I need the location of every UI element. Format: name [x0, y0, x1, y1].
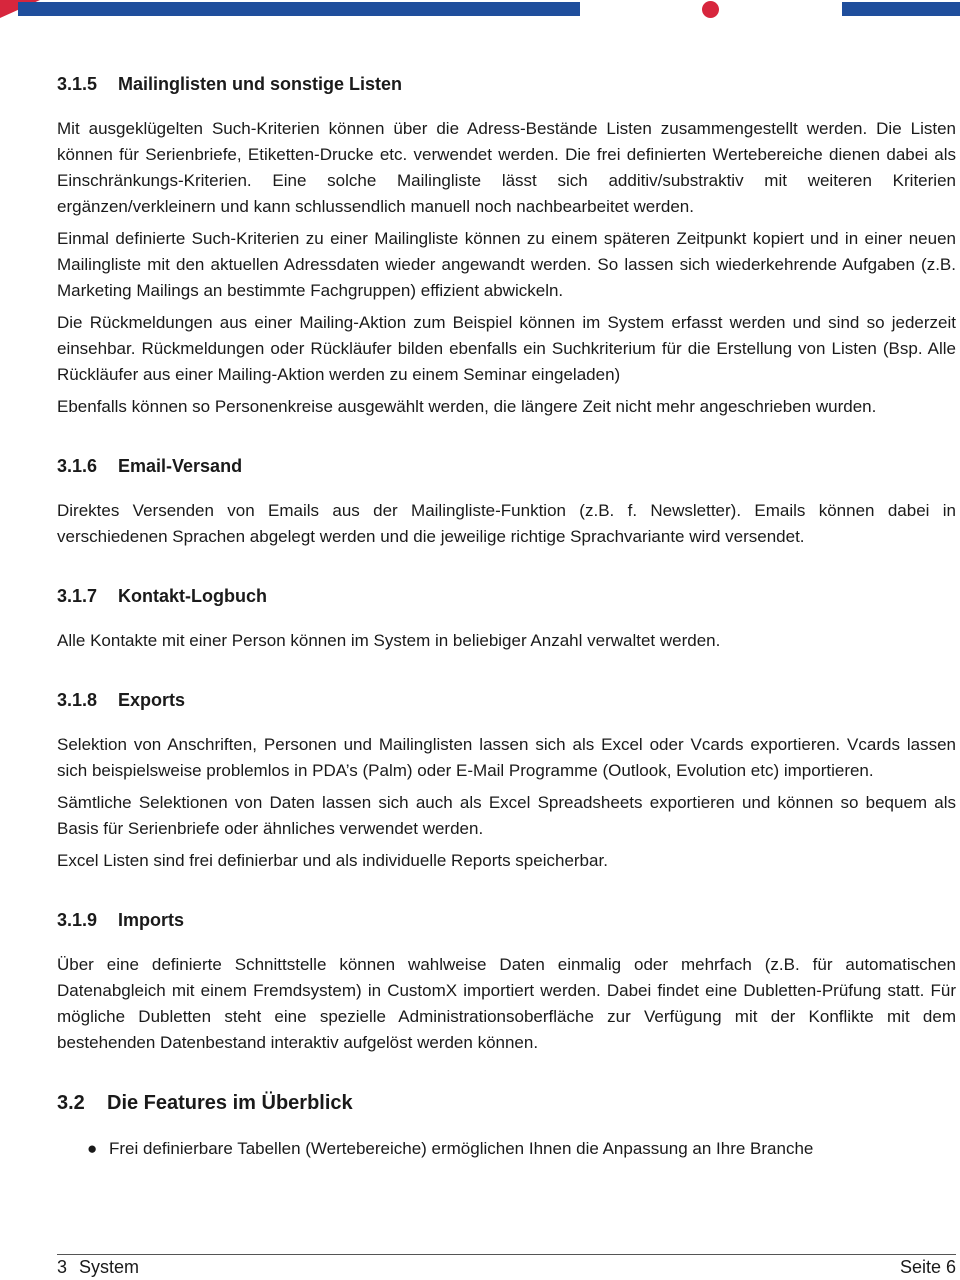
page-footer	[57, 1254, 956, 1277]
section-title: Mailinglisten und sonstige Listen	[118, 74, 403, 94]
paragraph: Einmal definierte Such-Kriterien zu einer Mailingliste können zu einem späteren Zeitpunkt kopiert und in einer neuen Mailingliste mit den aktuellen Adressdaten wieder angewandt werden. So lassen sich wiederkehrende Aufgaben (z.B. Marketing Mailings an bestimmte Fachgruppen) effizient abwickeln.	[57, 229, 956, 300]
paragraph: Über eine definierte Schnittstelle können wahlweise Daten einmalig oder mehrfach (z.B. für automatischen Datenabgleich mit einem Fremdsystem) in CustomX importiert werden. Dabei findet eine Dubletten-Prüfung statt. Für mögliche Dubletten steht eine spezielle Administrationsoberfläche zur Verfügung mit der Konflikte mit dem bestehenden Datenbestand interaktiv aufgelöst werden können.	[57, 955, 956, 1052]
section-title: Email-Versand	[118, 456, 243, 476]
section-number: 3.1.5	[57, 74, 98, 94]
feature-list	[87, 1136, 956, 1162]
bullet-icon: ●	[87, 1139, 98, 1158]
header-blue-bar-right	[842, 2, 960, 16]
page-content	[57, 72, 956, 1162]
paragraph: Selektion von Anschriften, Personen und Mailinglisten lassen sich als Excel oder Vcards exportieren. Vcards lassen sich beispielsweise problemlos in PDA’s (Palm) oder E-Mail Programme (Outlook, Evolution etc) importieren.	[57, 735, 956, 780]
section-number: 3.1.7	[57, 586, 98, 606]
section-heading	[57, 1090, 956, 1116]
section-kontakt-logbuch	[57, 584, 956, 654]
section-title: Imports	[118, 910, 185, 930]
section-heading	[57, 72, 956, 96]
list-item-text: Frei definierbare Tabellen (Wertebereiche) ermöglichen Ihnen die Anpassung an Ihre Branche	[109, 1139, 814, 1158]
section-title: Die Features im Überblick	[107, 1092, 353, 1114]
list-item	[87, 1136, 956, 1162]
footer-chapter-title: System	[79, 1257, 140, 1277]
section-heading	[57, 908, 956, 932]
paragraph: Mit ausgeklügelten Such-Kriterien können über die Adress-Bestände Listen zusammengestellt werden. Die Listen können für Serienbriefe, Etiketten-Drucke etc. verwendet werden. Die frei definierten Wertebereiche dienen dabei als Einschränkungs-Kriterien. Eine solche Mailingliste lässt sich additiv/substraktiv mit weiteren Kriterien ergänzen/verkleinern und kann schlussendlich manuell noch nachbearbeitet werden.	[57, 119, 956, 216]
section-number: 3.1.8	[57, 690, 98, 710]
paragraph: Sämtliche Selektionen von Daten lassen sich auch als Excel Spreadsheets exportieren und können so bequem als Basis für Serienbriefe oder ähnliches verwendet werden.	[57, 793, 956, 838]
footer-page-number: Seite 6	[899, 1257, 956, 1277]
header-red-dot	[702, 1, 719, 18]
header-stripe	[0, 0, 960, 18]
footer-chapter-number: 3	[57, 1257, 68, 1277]
paragraph: Ebenfalls können so Personenkreise ausgewählt werden, die längere Zeit nicht mehr angeschrieben wurden.	[57, 397, 877, 416]
section-heading	[57, 584, 956, 608]
section-heading	[57, 688, 956, 712]
paragraph: Excel Listen sind frei definierbar und als individuelle Reports speicherbar.	[57, 851, 608, 870]
footer-chapter	[57, 1257, 139, 1278]
section-number: 3.1.6	[57, 456, 98, 476]
section-number: 3.2	[57, 1092, 85, 1114]
section-title: Kontakt-Logbuch	[118, 586, 267, 606]
section-exports	[57, 688, 956, 874]
section-imports	[57, 908, 956, 1056]
section-title: Exports	[118, 690, 186, 710]
section-number: 3.1.9	[57, 910, 98, 930]
section-mailinglisten	[57, 72, 956, 420]
header-blue-bar-left	[18, 2, 580, 16]
section-email-versand	[57, 454, 956, 550]
paragraph: Direktes Versenden von Emails aus der Mailingliste-Funktion (z.B. f. Newsletter). Emails können dabei in verschiedenen Sprachen abgelegt werden und die jeweilige richtige Sprachvariante wird versendet.	[57, 501, 956, 546]
paragraph: Alle Kontakte mit einer Person können im System in beliebiger Anzahl verwaltet werden.	[57, 631, 721, 650]
section-features-overview	[57, 1090, 956, 1162]
section-heading	[57, 454, 956, 478]
paragraph: Die Rückmeldungen aus einer Mailing-Aktion zum Beispiel können im System erfasst werden und sind so jederzeit einsehbar. Rückmeldungen oder Rückläufer bilden ebenfalls ein Suchkriterium für die Erstellung von Listen (Bsp. Alle Rückläufer aus einer Mailing-Aktion werden zu einem Seminar eingeladen)	[57, 313, 956, 384]
